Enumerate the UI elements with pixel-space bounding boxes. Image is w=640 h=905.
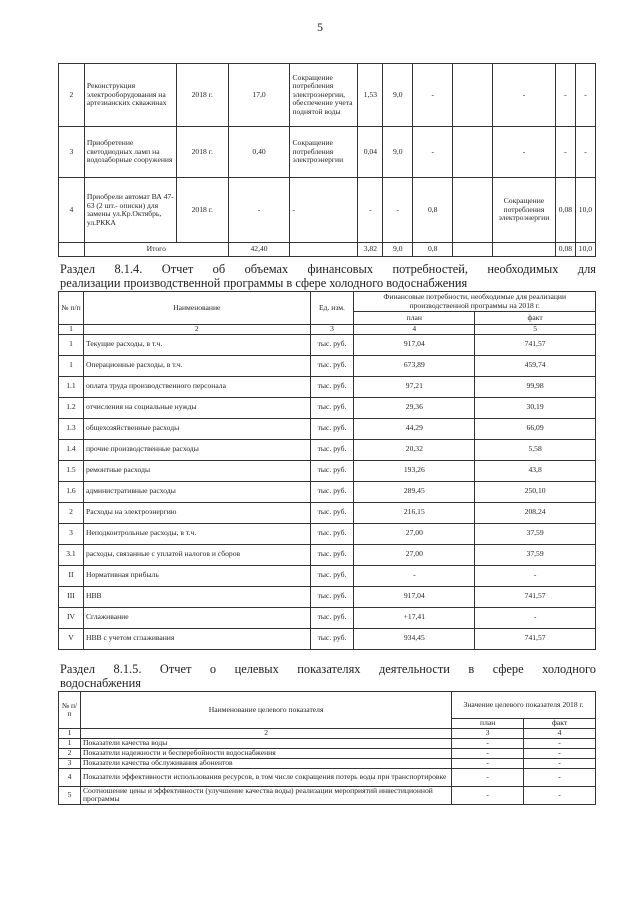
- row-unit: тыс. руб.: [310, 439, 354, 460]
- table-row: [59, 748, 596, 758]
- indicator-plan: -: [452, 738, 524, 748]
- row-name: Нормативная прибыль: [83, 565, 310, 586]
- row-number: 3: [59, 127, 85, 178]
- table-row: [59, 355, 596, 376]
- indicator-name: Показатели эффективности использования ресурсов, в том числе сокращения потерь воды при транспортировке: [80, 768, 451, 786]
- table-row: [59, 418, 596, 439]
- row-plan: 216,15: [354, 502, 475, 523]
- row-fact: 741,57: [475, 586, 596, 607]
- measure-effect: Сокращение потребления электроэнергии: [290, 127, 358, 178]
- section-814-title-line1: Раздел 8.1.4. Отчет об объемах финансовых потребностей, необходимых для: [60, 262, 596, 276]
- row-number: 3: [59, 758, 81, 768]
- row-fact: 30,19: [475, 397, 596, 418]
- row-number: 3: [59, 523, 84, 544]
- row-number: IV: [59, 607, 84, 628]
- row-number: 1: [59, 334, 84, 355]
- row-number: V: [59, 628, 84, 649]
- table-row: [59, 64, 596, 127]
- row-fact: 208,24: [475, 502, 596, 523]
- table-row: [59, 502, 596, 523]
- table-row: [59, 786, 596, 804]
- row-unit: тыс. руб.: [310, 628, 354, 649]
- col-number: 2: [83, 325, 310, 335]
- measure-year: 2018 г.: [176, 64, 228, 127]
- value-cell: -: [358, 178, 383, 243]
- value-cell: 9,0: [383, 127, 413, 178]
- value-cell: -: [413, 127, 453, 178]
- row-number: 1.1: [59, 376, 84, 397]
- col-number: 2: [80, 729, 451, 739]
- total-empty: [290, 243, 358, 257]
- value-cell: [453, 64, 493, 127]
- row-name: НВВ: [83, 586, 310, 607]
- indicator-plan: -: [452, 758, 524, 768]
- indicator-fact: -: [524, 748, 596, 758]
- total-value: 3,82: [358, 243, 383, 257]
- row-fact: 459,74: [475, 355, 596, 376]
- row-unit: тыс. руб.: [310, 334, 354, 355]
- table-row: [59, 334, 596, 355]
- row-unit: тыс. руб.: [310, 376, 354, 397]
- col-number: 1: [59, 729, 81, 739]
- col-header-name: Наименование: [83, 292, 310, 325]
- col-header-value: Значение целевого показателя 2018 г.: [452, 692, 596, 719]
- table-row: [59, 565, 596, 586]
- row-unit: тыс. руб.: [310, 607, 354, 628]
- row-number: 1.5: [59, 460, 84, 481]
- total-value: 10,0: [575, 243, 595, 257]
- measure-cost: 0,40: [228, 127, 290, 178]
- col-header-plan: план: [354, 312, 475, 325]
- col-number: 1: [59, 325, 84, 335]
- row-name: Расходы на электроэнергию: [83, 502, 310, 523]
- section-815-title-line1: Раздел 8.1.5. Отчет о целевых показателях деятельности в сфере холодного: [60, 662, 596, 676]
- row-fact: 99,98: [475, 376, 596, 397]
- value-cell: -: [555, 127, 575, 178]
- table-row: [59, 607, 596, 628]
- row-fact: 741,57: [475, 334, 596, 355]
- total-label: Итого: [84, 243, 228, 257]
- row-unit: тыс. руб.: [310, 586, 354, 607]
- table-row: [59, 758, 596, 768]
- col-header-unit: Ед. изм.: [310, 292, 354, 325]
- row-fact: 741,57: [475, 628, 596, 649]
- indicator-plan: -: [452, 768, 524, 786]
- table-row: [59, 544, 596, 565]
- table-row: [59, 376, 596, 397]
- col-header-name: Наименование целевого показателя: [80, 692, 451, 729]
- value-cell: -: [575, 64, 595, 127]
- row-fact: 66,09: [475, 418, 596, 439]
- row-name: общехозяйственные расходы: [83, 418, 310, 439]
- table-row: [59, 523, 596, 544]
- value-cell: 1,53: [358, 64, 383, 127]
- table-row: [59, 768, 596, 786]
- value-cell: 0,8: [413, 178, 453, 243]
- row-unit: тыс. руб.: [310, 502, 354, 523]
- row-plan: 27,00: [354, 523, 475, 544]
- row-unit: тыс. руб.: [310, 523, 354, 544]
- row-plan: 20,32: [354, 439, 475, 460]
- measure-cost: -: [228, 178, 290, 243]
- col-header-fin: Финансовые потребности, необходимые для реализации производственной программы на 2018 г.: [354, 292, 596, 312]
- section-814-title-line2: реализации производственной программы в сфере холодного водоснабжения: [60, 276, 468, 290]
- measure-name: Приобретение светодиодных ламп на водозаборные сооружения: [84, 127, 176, 178]
- row-number: 1.3: [59, 418, 84, 439]
- measure-year: 2018 г.: [176, 178, 228, 243]
- row-plan: 97,21: [354, 376, 475, 397]
- row-number: 5: [59, 786, 81, 804]
- row-plan: +17,41: [354, 607, 475, 628]
- value-cell: [453, 127, 493, 178]
- indicator-fact: -: [524, 758, 596, 768]
- col-number: 3: [452, 729, 524, 739]
- indicator-fact: -: [524, 768, 596, 786]
- row-plan: 44,29: [354, 418, 475, 439]
- row-number: III: [59, 586, 84, 607]
- indicator-plan: -: [452, 786, 524, 804]
- row-unit: тыс. руб.: [310, 565, 354, 586]
- page-number: 5: [317, 20, 323, 34]
- total-value: 0,08: [555, 243, 575, 257]
- row-name: Операционные расходы, в т.ч.: [83, 355, 310, 376]
- total-row: [59, 243, 596, 257]
- value-cell: Сокращение потребления электроэнергии: [492, 178, 555, 243]
- total-cost: 42,40: [228, 243, 290, 257]
- measures-table: [58, 63, 596, 257]
- value-cell: 0,04: [358, 127, 383, 178]
- total-empty: [453, 243, 493, 257]
- target-indicators-table: [58, 691, 596, 805]
- value-cell: -: [383, 178, 413, 243]
- table-row: [59, 460, 596, 481]
- row-fact: 37,59: [475, 544, 596, 565]
- indicator-plan: -: [452, 748, 524, 758]
- row-number: 2: [59, 502, 84, 523]
- total-value: 9,0: [383, 243, 413, 257]
- indicator-fact: -: [524, 738, 596, 748]
- row-name: Сглаживание: [83, 607, 310, 628]
- measure-effect: -: [290, 178, 358, 243]
- row-number: 1.6: [59, 481, 84, 502]
- financial-needs-table: [58, 291, 596, 650]
- row-number: 3.1: [59, 544, 84, 565]
- row-plan: 917,04: [354, 334, 475, 355]
- table-row: [59, 738, 596, 748]
- row-fact: 43,8: [475, 460, 596, 481]
- row-plan: 934,45: [354, 628, 475, 649]
- col-header-fact: факт: [475, 312, 596, 325]
- row-unit: тыс. руб.: [310, 397, 354, 418]
- row-name: НВВ с учетом сглаживания: [83, 628, 310, 649]
- row-fact: 5,58: [475, 439, 596, 460]
- row-name: отчисления на социальные нужды: [83, 397, 310, 418]
- indicator-name: Показатели надежности и бесперебойности водоснабжения: [80, 748, 451, 758]
- row-plan: 917,04: [354, 586, 475, 607]
- row-name: ремонтные расходы: [83, 460, 310, 481]
- value-cell: [453, 178, 493, 243]
- row-name: прочие производственные расходы: [83, 439, 310, 460]
- row-number: 2: [59, 64, 85, 127]
- row-name: расходы, связанные с уплатой налогов и сборов: [83, 544, 310, 565]
- row-fact: 37,59: [475, 523, 596, 544]
- value-cell: 9,0: [383, 64, 413, 127]
- col-number: 4: [354, 325, 475, 335]
- row-number: 1.2: [59, 397, 84, 418]
- row-number: 1.4: [59, 439, 84, 460]
- value-cell: -: [555, 64, 575, 127]
- row-plan: 27,00: [354, 544, 475, 565]
- table-row: [59, 178, 596, 243]
- col-number: 5: [475, 325, 596, 335]
- value-cell: -: [575, 127, 595, 178]
- row-plan: 673,89: [354, 355, 475, 376]
- total-value: 0,8: [413, 243, 453, 257]
- row-number: 1: [59, 355, 84, 376]
- col-header-num: № п/п: [59, 692, 81, 729]
- value-cell: -: [492, 64, 555, 127]
- table-row: [59, 628, 596, 649]
- row-plan: 289,45: [354, 481, 475, 502]
- col-number: 4: [524, 729, 596, 739]
- table-row: [59, 439, 596, 460]
- col-header-fact: факт: [524, 719, 596, 729]
- row-unit: тыс. руб.: [310, 544, 354, 565]
- row-unit: тыс. руб.: [310, 418, 354, 439]
- row-fact: 250,10: [475, 481, 596, 502]
- indicator-name: Показатели качества обслуживания абонентов: [80, 758, 451, 768]
- row-number: 4: [59, 178, 85, 243]
- measure-effect: Сокращение потребления электроэнергии, обеспечение учета поднятой воды: [290, 64, 358, 127]
- table-row: [59, 397, 596, 418]
- row-name: Неподконтрольные расходы, в т.ч.: [83, 523, 310, 544]
- col-header-plan: план: [452, 719, 524, 729]
- col-number: 3: [310, 325, 354, 335]
- row-fact: -: [475, 565, 596, 586]
- col-header-num: № п/п: [59, 292, 84, 325]
- total-empty: [59, 243, 85, 257]
- value-cell: 0,08: [555, 178, 575, 243]
- measure-name: Приобрели автомат ВА 47-63 (2 шт.- описки) для замены ул.Кр.Октябрь, ул.РККА: [84, 178, 176, 243]
- value-cell: 10,0: [575, 178, 595, 243]
- row-number: II: [59, 565, 84, 586]
- total-empty: [492, 243, 555, 257]
- row-unit: тыс. руб.: [310, 355, 354, 376]
- indicator-name: Соотношение цены и эффективности (улучшение качества воды) реализации мероприятий инвестиционной программы: [80, 786, 451, 804]
- row-number: 1: [59, 738, 81, 748]
- measure-cost: 17,0: [228, 64, 290, 127]
- measure-year: 2018 г.: [176, 127, 228, 178]
- table-row: [59, 481, 596, 502]
- row-name: Текущие расходы, в т.ч.: [83, 334, 310, 355]
- row-plan: 193,26: [354, 460, 475, 481]
- row-number: 2: [59, 748, 81, 758]
- row-plan: 29,36: [354, 397, 475, 418]
- value-cell: -: [492, 127, 555, 178]
- row-name: оплата труда производственного персонала: [83, 376, 310, 397]
- row-unit: тыс. руб.: [310, 460, 354, 481]
- row-name: административные расходы: [83, 481, 310, 502]
- indicator-fact: -: [524, 786, 596, 804]
- indicator-name: Показатели качества воды: [80, 738, 451, 748]
- section-815-title-line2: водоснабжения: [60, 676, 141, 690]
- row-fact: -: [475, 607, 596, 628]
- row-unit: тыс. руб.: [310, 481, 354, 502]
- value-cell: -: [413, 64, 453, 127]
- measure-name: Реконструкция электрооборудования на артезианских скважинах: [84, 64, 176, 127]
- table-row: [59, 127, 596, 178]
- table-row: [59, 586, 596, 607]
- row-plan: -: [354, 565, 475, 586]
- row-number: 4: [59, 768, 81, 786]
